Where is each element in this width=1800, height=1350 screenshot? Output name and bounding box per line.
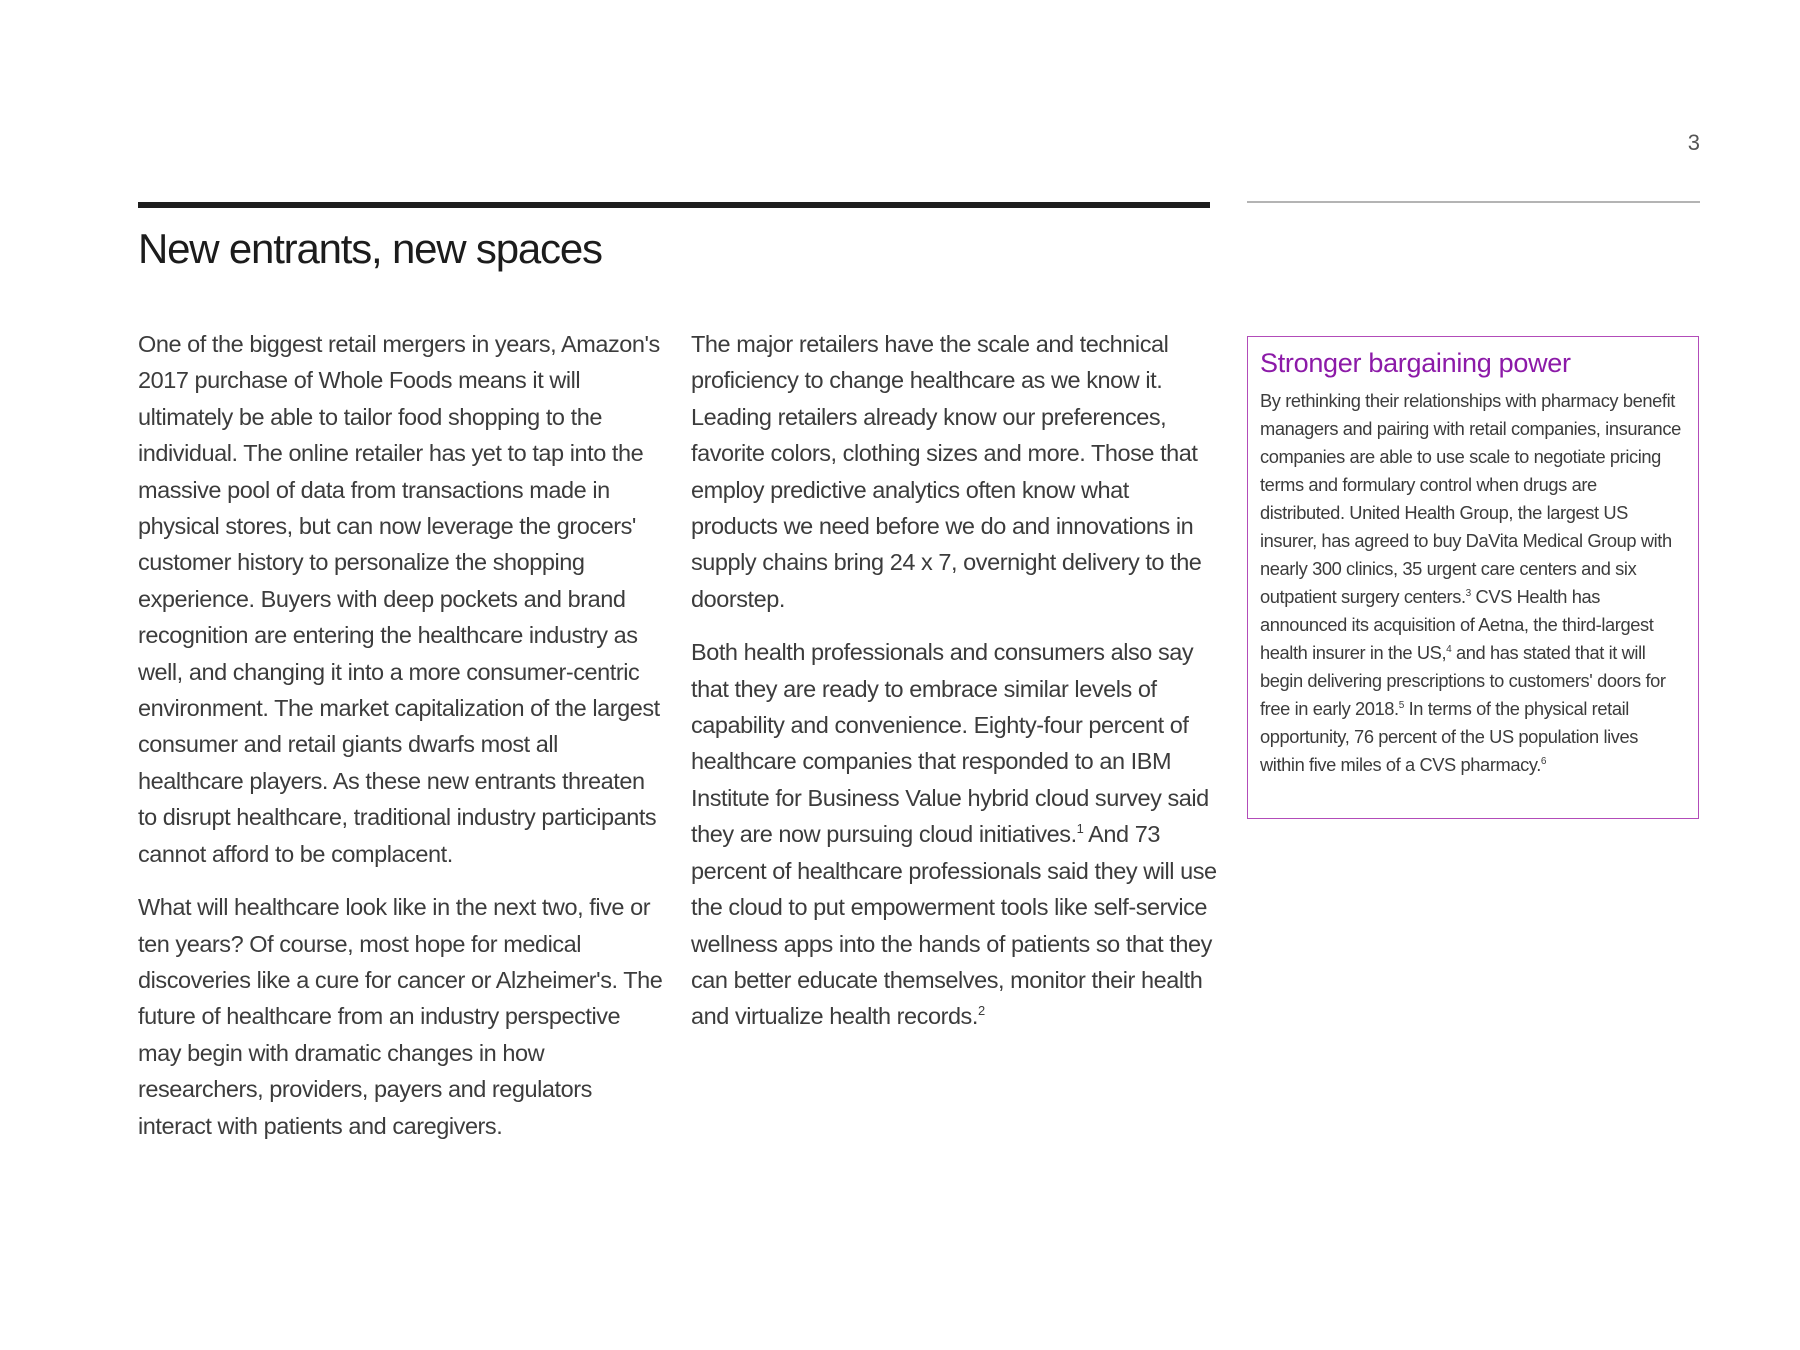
footnote-ref: 6 [1540, 755, 1547, 767]
header-rule [138, 202, 1210, 208]
page-number: 3 [1687, 130, 1700, 155]
footnote-ref: 5 [1398, 699, 1404, 711]
page-title: New entrants, new spaces [138, 225, 602, 272]
sidebar-body [1260, 387, 1686, 779]
paragraph [691, 634, 1221, 1034]
sidebar-title: Stronger bargaining power [1260, 348, 1571, 378]
text-run: CVS Health has announced its acquisition of Aetna, the third-largest health insurer in the US, [1260, 586, 1654, 663]
paragraph: One of the biggest retail mergers in years, Amazon's 2017 purchase of Whole Foods means it will ultimately be able to tailor food shopping to the individual. The online retailer has yet to tap into the massive pool of data from transactions made in physical stores, but can now leverage the grocers' customer history to personalize the shopping experience. Buyers with deep pockets and brand recognition are entering the healthcare industry as well, and changing it into a more consumer-centric environment. The market capitalization of the largest consumer and retail giants dwarfs most all healthcare players. As these new entrants threaten to disrupt healthcare, traditional industry participants cannot afford to be complacent. [138, 331, 660, 867]
text-run: In terms of the physical retail opportunity, 76 percent of the US population lives within five miles of a CVS pharmacy. [1260, 698, 1639, 775]
footnote-ref: 3 [1465, 587, 1471, 599]
paragraph: What will healthcare look like in the next two, five or ten years? Of course, most hope for medical discoveries like a cure for cancer or Alzheimer's. The future of healthcare from an industry perspective may begin with dramatic changes in how researchers, providers, payers and regulators interact with patients and caregivers. [138, 894, 663, 1139]
footnote-ref: 4 [1446, 643, 1452, 655]
text-run: And 73 percent of healthcare professionals said they will use the cloud to put empowerment tools like self-service wellness apps into the hands of patients so that they can better educate themselves, monitor their health and virtualize health records. [691, 821, 1217, 1030]
text-run: Both health professionals and consumers also say that they are ready to embrace similar levels of capability and convenience. Eighty-four percent of healthcare companies that responded to an IBM Institute for Business Value hybrid cloud survey said they are now pursuing cloud initiatives. [691, 639, 1209, 848]
text-run: By rethinking their relationships with pharmacy benefit managers and pairing with retail companies, insurance companies are able to use scale to negotiate pricing terms and formulary control when drugs are distributed. United Health Group, the largest US insurer, has agreed to buy DaVita Medical Group with nearly 300 clinics, 35 urgent care centers and six outpatient surgery centers. [1260, 390, 1681, 607]
footnote-ref: 2 [977, 1003, 985, 1019]
footnote-ref: 1 [1076, 821, 1084, 837]
paragraph: The major retailers have the scale and technical proficiency to change healthcare as we know it. Leading retailers already know our preferences, favorite colors, clothing sizes and more. Those that employ predictive analytics often know what products we need before we do and innovations in supply chains bring 24 x 7, overnight delivery to the doorstep. [691, 331, 1202, 612]
text-run: and has stated that it will begin delivering prescriptions to customers' doors for free in early 2018. [1260, 642, 1666, 719]
sidebar-callout [1247, 336, 1699, 819]
sidebar-rule [1247, 201, 1700, 203]
body-column-middle [691, 326, 1221, 1035]
body-column-left [138, 326, 668, 1144]
